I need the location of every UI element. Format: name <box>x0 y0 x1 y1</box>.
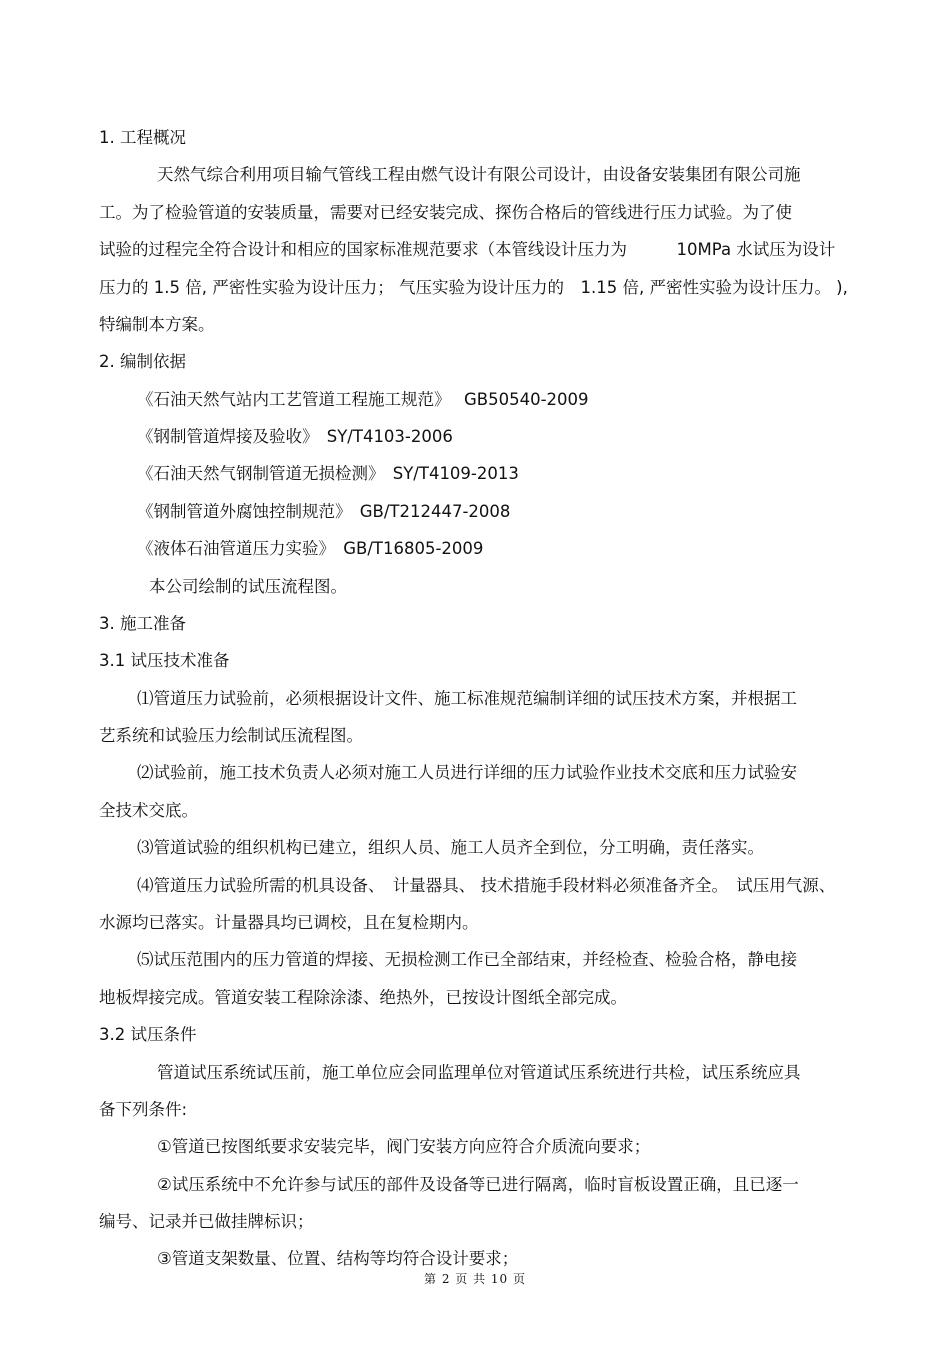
section-3-heading: 3. 施工准备 <box>99 614 186 633</box>
section-2-heading: 2. 编制依据 <box>99 352 186 371</box>
section-3-2-line: ①管道已按图纸要求安装完毕，阀门安装方向应符合介质流向要求； <box>157 1137 651 1156</box>
page-footer: 第 2 页 共 10 页 <box>424 1272 526 1286</box>
reference-item: 《液体石油管道压力实验》 GB/T16805-2009 <box>137 539 484 558</box>
section-1-line-5: 特编制本方案。 <box>99 315 215 334</box>
section-3-1-line: ⑷管道压力试验所需的机具设备、 计量器具、 技术措施手段材料必须准备齐全。 试压用气源、 <box>137 876 836 895</box>
section-3-1-line: 地板焊接完成。管道安装工程除涂漆、绝热外，已按设计图纸全部完成。 <box>99 988 627 1007</box>
section-3-1-line: ⑶管道试验的组织机构已建立，组织人员、施工人员齐全到位，分工明确，责任落实。 <box>137 838 764 857</box>
reference-item: 《钢制管道外腐蚀控制规范》 GB/T212447-2008 <box>137 502 511 521</box>
section-3-1-line: 水源均已落实。计量器具均已调校，且在复检期内。 <box>99 913 479 932</box>
reference-note: 本公司绘制的试压流程图。 <box>149 577 347 596</box>
section-3-2-line: ③管道支架数量、位置、结构等均符合设计要求； <box>157 1249 519 1268</box>
reference-item: 《钢制管道焊接及验收》 SY/T4103-2006 <box>137 427 453 446</box>
section-3-1-line: ⑸试压范围内的压力管道的焊接、无损检测工作已全部结束，并经检查、检验合格，静电接 <box>137 950 797 969</box>
section-1-heading: 1. 工程概况 <box>99 128 186 147</box>
section-3-2-line: ②试压系统中不允许参与试压的部件及设备等已进行隔离，临时盲板设置正确，且已逐一 <box>157 1175 799 1194</box>
section-1-line-4: 压力的 1.5 倍, 严密性实验为设计压力； 气压实验为设计压力的 1.15 倍, 严密性实验为设计压力。 ), <box>99 278 848 297</box>
section-3-1-line: 艺系统和试验压力绘制试压流程图。 <box>99 726 363 745</box>
section-3-2-line: 备下列条件: <box>99 1100 188 1119</box>
section-1-line-3: 试验的过程完全符合设计和相应的国家标准规范要求（本管线设计压力为 10MPa 水试压为设计 <box>99 240 836 259</box>
section-1-line-1: 天然气综合利用项目输气管线工程由燃气设计有限公司设计，由设备安装集团有限公司施 <box>157 165 801 184</box>
section-3-1-line: ⑴管道压力试验前，必须根据设计文件、施工标准规范编制详细的试压技术方案，并根据工 <box>137 689 797 708</box>
section-3-1-heading: 3.1 试压技术准备 <box>99 651 230 670</box>
section-1-line-2: 工。为了检验管道的安装质量，需要对已经安装完成、探伤合格后的管线进行压力试验。为了使 <box>99 203 792 222</box>
section-3-2-heading: 3.2 试压条件 <box>99 1025 197 1044</box>
reference-item: 《石油天然气站内工艺管道工程施工规范》 GB50540-2009 <box>137 390 589 409</box>
section-3-1-line: ⑵试验前，施工技术负责人必须对施工人员进行详细的压力试验作业技术交底和压力试验安 <box>137 763 797 782</box>
reference-item: 《石油天然气钢制管道无损检测》 SY/T4109-2013 <box>137 464 519 483</box>
section-3-2-line: 管道试压系统试压前，施工单位应会同监理单位对管道试压系统进行共检，试压系统应具 <box>157 1063 801 1082</box>
section-3-1-line: 全技术交底。 <box>99 801 198 820</box>
section-3-2-line: 编号、记录并已做挂牌标识； <box>99 1212 314 1231</box>
